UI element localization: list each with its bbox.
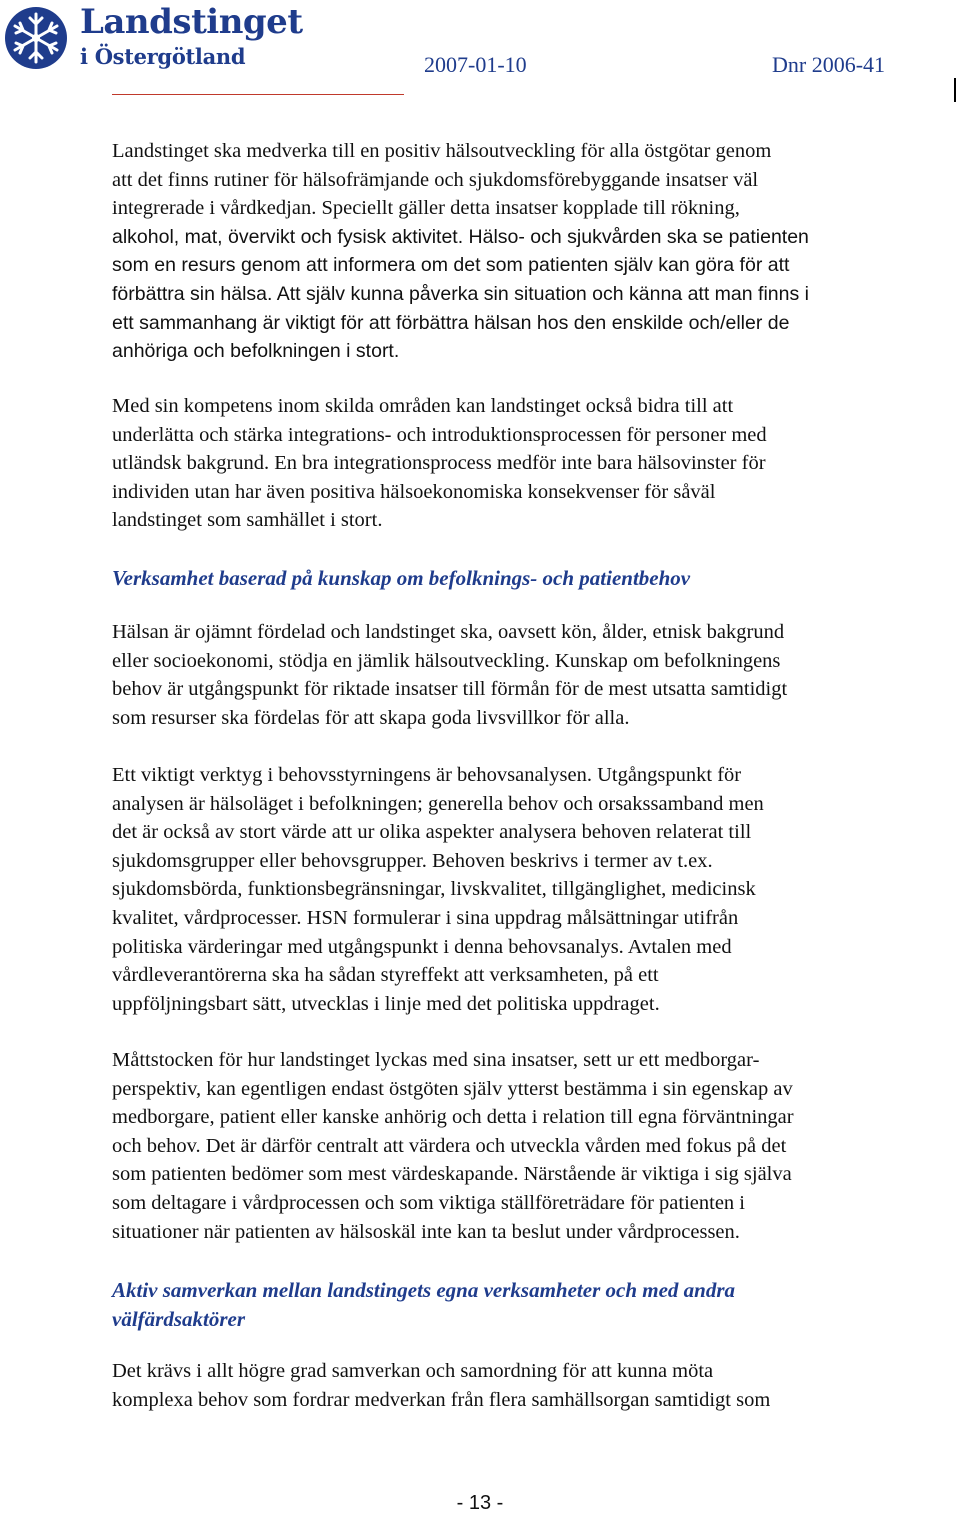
text-line: underlätta och stärka integrations- och introduktionsprocessen för personer med xyxy=(112,423,767,446)
text-line: politiska värderingar med utgångspunkt i denna behovsanalys. Avtalen med xyxy=(112,935,732,958)
text-line: Det krävs i allt högre grad samverkan och samordning för att kunna möta xyxy=(112,1360,714,1382)
paragraph-2 xyxy=(112,392,942,535)
text-line: och behov. Det är därför centralt att värdera och utveckla vården med fokus på det xyxy=(112,1134,787,1157)
text-line: kvalitet, vårdprocesser. HSN formulerar i sina uppdrag målsättningar utifrån xyxy=(112,906,739,929)
text-line: landstinget som samhället i stort. xyxy=(112,509,383,532)
text-line: situationer när patienten av hälsoskäl inte kan ta beslut under vårdprocessen. xyxy=(112,1220,740,1243)
text-line: komplexa behov som fordrar medverkan från flera samhällsorgan samtidigt som xyxy=(112,1388,771,1411)
header-margin-bar xyxy=(954,78,956,102)
header-rule xyxy=(112,94,404,95)
text-line: medborgare, patient eller kanske anhörig och detta i relation till egna förväntningar xyxy=(112,1106,794,1129)
section-heading-1 xyxy=(112,564,942,593)
text-line: sjukdomsgrupper eller behovsgrupper. Behoven beskrivs i termer av t.ex. xyxy=(112,849,713,872)
text-line: sjukdomsbörda, funktionsbegränsningar, livskvalitet, tillgänglighet, medicinsk xyxy=(112,878,756,901)
text-line: som deltagare i vårdprocessen och som viktiga ställföreträdare för patienten i xyxy=(112,1191,745,1214)
text-line: som en resurs genom att informera om det som patienten själv kan göra för att xyxy=(112,254,790,277)
text-line: som resurser ska fördelas för att skapa goda livsvillkor för alla. xyxy=(112,706,630,729)
text-line: eller socioekonomi, stödja en jämlik hälsoutveckling. Kunskap om befolkningens xyxy=(112,649,781,672)
logo-line-2: i Östergötland xyxy=(80,44,246,69)
text-line: behov är utgångspunkt för riktade insatser till förmån för de mest utsatta samtidigt xyxy=(112,678,788,701)
text-line: Landstinget ska medverka till en positiv hälsoutveckling för alla östgötar genom xyxy=(112,140,772,162)
logo-line-1: Landstinget xyxy=(80,2,303,42)
text-line: ett sammanhang är viktigt för att förbättra hälsan hos den enskilde och/eller de xyxy=(112,311,790,334)
text-line: Med sin kompetens inom skilda områden kan landstinget också bidra till att xyxy=(112,395,734,417)
text-line: Hälsan är ojämnt fördelad och landstinget ska, oavsett kön, ålder, etnisk bakgrund xyxy=(112,621,785,643)
page-number: - 13 - xyxy=(456,1492,504,1514)
text-line: att det finns rutiner för hälsofrämjande och sjukdomsförebyggande insatser väl xyxy=(112,168,759,191)
landstinget-logo xyxy=(4,2,303,76)
paragraph-1 xyxy=(112,137,942,366)
heading-line: välfärdsaktörer xyxy=(112,1306,245,1331)
text-line: Ett viktigt verktyg i behovsstyrningens är behovsanalysen. Utgångspunkt för xyxy=(112,764,742,786)
text-line: vårdleverantörerna ska ha sådan styreffekt att verksamheten, på ett xyxy=(112,964,659,987)
text-line: perspektiv, kan egentligen endast östgöten själv ytterst bestämma i sin egenskap av xyxy=(112,1077,793,1100)
text-line: Måttstocken för hur landstinget lyckas med sina insatser, sett ur ett medborgar- xyxy=(112,1049,760,1071)
paragraph-5 xyxy=(112,1046,942,1246)
text-line: uppföljningsbart sätt, utvecklas i linje med det politiska uppdraget. xyxy=(112,992,660,1015)
text-line: förbättra sin hälsa. Att själv kunna påverka sin situation och känna att man finns i xyxy=(112,282,809,305)
document-date: 2007-01-10 xyxy=(424,52,527,77)
section-heading-2 xyxy=(112,1276,942,1333)
text-line: utländsk bakgrund. En bra integrationsprocess medför inte bara hälsovinster för xyxy=(112,452,766,475)
text-line: analysen är hälsoläget i befolkningen; generella behov och orsakssamband men xyxy=(112,792,764,815)
text-line: individen utan har även positiva hälsoekonomiska konsekvenser för såväl xyxy=(112,480,716,503)
heading-line: Aktiv samverkan mellan landstingets egna verksamheter och med andra xyxy=(112,1278,736,1302)
text-line: anhöriga och befolkningen i stort. xyxy=(112,340,400,363)
text-line: alkohol, mat, övervikt och fysisk aktivitet. Hälso- och sjukvården ska se patienten xyxy=(112,225,809,248)
paragraph-3 xyxy=(112,618,942,732)
document-number: Dnr 2006-41 xyxy=(772,52,886,77)
text-line: som patienten bedömer som mest värdeskapande. Närstående är viktiga i sig själva xyxy=(112,1163,792,1186)
paragraph-6 xyxy=(112,1357,942,1414)
heading-line: Verksamhet baserad på kunskap om befolknings- och patientbehov xyxy=(112,566,691,590)
paragraph-4 xyxy=(112,761,942,1018)
text-line: det är också av stort värde att ur olika aspekter analysera behoven relaterat till xyxy=(112,821,752,844)
snowflake-emblem-icon xyxy=(4,6,68,70)
text-line: integrerade i vårdkedjan. Speciellt gäller detta insatser kopplade till rökning, xyxy=(112,197,740,220)
